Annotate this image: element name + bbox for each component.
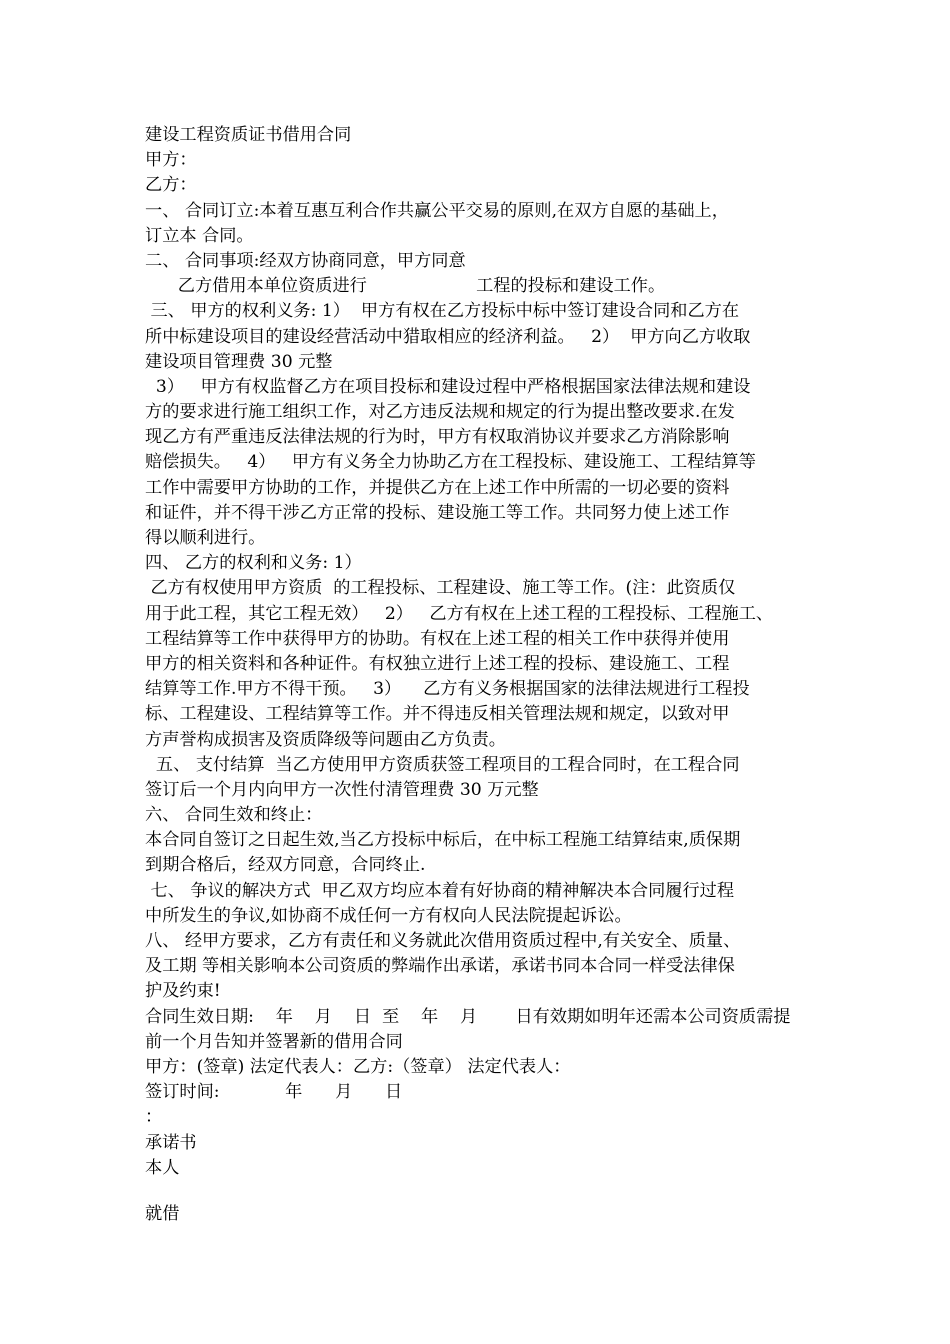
document-line: 本人 (145, 1157, 180, 1178)
document-line: 方的要求进行施工组织工作，对乙方违反法规和规定的行为提出整改要求.在发 (145, 402, 735, 423)
document-line: 建设项目管理费 30 元整 (145, 351, 333, 372)
document-line: 中所发生的争议,如协商不成任何一方有权向人民法院提起诉讼。 (145, 905, 632, 926)
document-line: 甲方： (145, 150, 197, 171)
document-line: 及工期 等相关影响本公司资质的弊端作出承诺，承诺书同本合同一样受法律保 (145, 956, 735, 977)
document-line: ： (145, 1107, 163, 1128)
document-line: 所中标建设项目的建设经营活动中猎取相应的经济利益。 2） 甲方向乙方收取 (145, 326, 751, 347)
document-line: 护及约束! (145, 981, 221, 1002)
document-line: 工作中需要甲方协助的工作，并提供乙方在上述工作中所需的一切必要的资料 (145, 477, 730, 498)
document-line: 七、 争议的解决方式 甲乙双方均应本着有好协商的精神解决本合同履行过程 (145, 880, 735, 901)
document-line: 用于此工程，其它工程无效） 2） 乙方有权在上述工程的工程投标、工程施工、 (145, 603, 774, 624)
document-line: 甲方的相关资料和各种证件。有权独立进行上述工程的投标、建设施工、工程 (145, 653, 730, 674)
document-line: 乙方： (145, 175, 197, 196)
document-line: 四、 乙方的权利和义务: 1） (145, 553, 362, 574)
document-line: 签订后一个月内向甲方一次性付清管理费 30 万元整 (145, 779, 539, 800)
document-line: 乙方借用本单位资质进行 工程的投标和建设工作。 (145, 276, 666, 297)
contract-document (145, 123, 810, 1227)
document-line: 签订时间: 年 月 日 (145, 1082, 403, 1103)
document-line: 合同生效日期: 年 月 日 至 年 月 日有效期如明年还需本公司资质需提 (145, 1006, 791, 1027)
document-line: 五、 支付结算 当乙方使用甲方资质获签工程项目的工程合同时，在工程合同 (145, 754, 740, 775)
document-line: 二、 合同事项:经双方协商同意，甲方同意 (145, 250, 466, 271)
document-line: 乙方有权使用甲方资质 的工程投标、工程建设、施工等工作。(注：此资质仅 (145, 578, 736, 599)
document-line: 3） 甲方有权监督乙方在项目投标和建设过程中严格根据国家法律法规和建设 (145, 376, 751, 397)
document-line: 建设工程资质证书借用合同 (145, 125, 352, 145)
document-line: 八、 经甲方要求，乙方有责任和义务就此次借用资质过程中,有关安全、质量、 (145, 931, 741, 951)
document-line: 和证件，并不得干涉乙方正常的投标、建设施工等工作。共同努力使上述工作 (145, 502, 730, 523)
document-line: 得以顺利进行。 (145, 528, 266, 548)
document-line: 工程结算等工作中获得甲方的协助。有权在上述工程的相关工作中获得并使用 (145, 628, 730, 649)
document-line: 承诺书 (145, 1132, 197, 1153)
paragraph-gap (145, 1181, 810, 1202)
document-line: 一、 合同订立:本着互惠互利合作共赢公平交易的原则,在双方自愿的基础上， (145, 200, 729, 221)
document-line: 方声誉构成损害及资质降级等问题由乙方负责。 (145, 729, 506, 750)
document-line-last: 就借 (145, 1203, 180, 1224)
document-line: 订立本 合同。 (145, 225, 254, 246)
document-line: 结算等工作.甲方不得干预。 3） 乙方有义务根据国家的法律法规进行工程投 (145, 679, 750, 700)
document-line: 现乙方有严重违反法律法规的行为时，甲方有权取消协议并要求乙方消除影响 (145, 427, 730, 448)
document-line: 到期合格后，经双方同意，合同终止. (145, 855, 426, 876)
document-line: 六、 合同生效和终止： (145, 805, 323, 826)
document-line: 甲方：(签章) 法定代表人：乙方:（签章） 法定代表人： (145, 1056, 571, 1077)
document-line: 赔偿损失。 4） 甲方有义务全力协助乙方在工程投标、建设施工、工程结算等 (145, 452, 756, 473)
document-body (145, 123, 810, 1181)
document-line: 前一个月告知并签署新的借用合同 (145, 1031, 403, 1052)
document-line: 标、工程建设、工程结算等工作。并不得违反相关管理法规和规定，以致对甲 (145, 704, 730, 725)
document-line: 本合同自签订之日起生效,当乙方投标中标后，在中标工程施工结算结束,质保期 (145, 830, 741, 851)
document-line: 三、 甲方的权利义务: 1） 甲方有权在乙方投标中标中签订建设合同和乙方在 (145, 301, 740, 322)
